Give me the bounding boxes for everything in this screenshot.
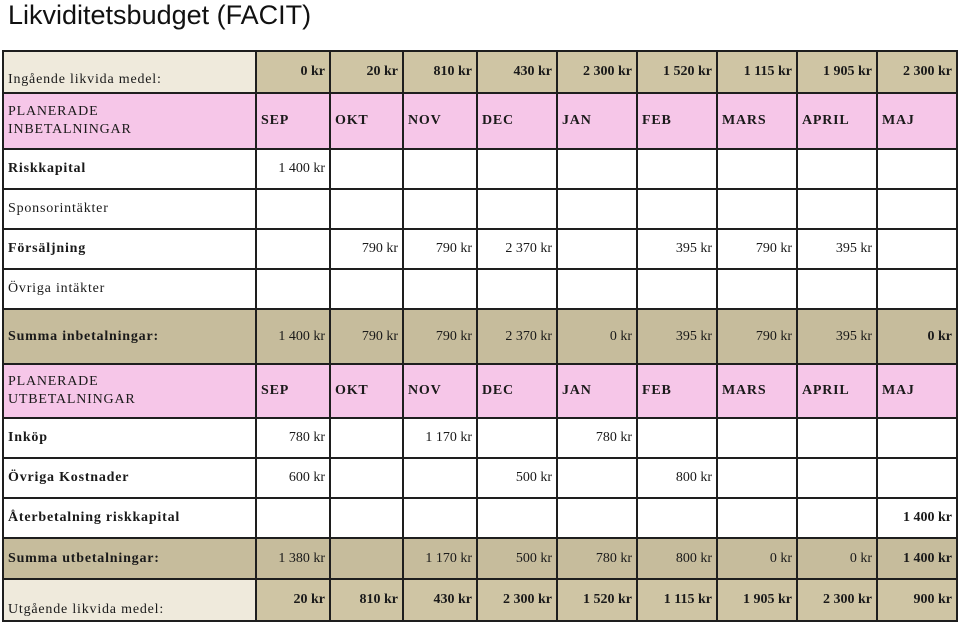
month-header: OKT: [330, 364, 403, 418]
sum-cell: 0 kr: [877, 309, 957, 364]
table-cell: [877, 189, 957, 229]
month-header: APRIL: [797, 93, 877, 149]
table-cell: [477, 149, 557, 189]
inflow-header-row: [3, 93, 957, 149]
table-cell: [877, 458, 957, 498]
table-cell: [557, 269, 637, 309]
row-label: Inköp: [3, 418, 256, 458]
table-cell: [557, 189, 637, 229]
table-cell: [797, 458, 877, 498]
closing-value: 2 300 kr: [477, 579, 557, 621]
table-cell: [877, 229, 957, 269]
table-cell: 800 kr: [637, 458, 717, 498]
table-cell: [877, 149, 957, 189]
table-cell: 790 kr: [403, 229, 477, 269]
month-header: NOV: [403, 364, 477, 418]
opening-value: 2 300 kr: [877, 51, 957, 93]
month-header: SEP: [256, 364, 330, 418]
table-row: [3, 149, 957, 189]
sum-cell: [330, 538, 403, 579]
table-cell: [256, 498, 330, 538]
table-cell: [717, 189, 797, 229]
table-cell: [637, 498, 717, 538]
table-cell: 600 kr: [256, 458, 330, 498]
table-cell: [797, 149, 877, 189]
table-cell: [557, 229, 637, 269]
closing-value: 20 kr: [256, 579, 330, 621]
table-cell: 790 kr: [330, 229, 403, 269]
table-cell: [797, 418, 877, 458]
table-cell: [403, 149, 477, 189]
sum-cell: 790 kr: [330, 309, 403, 364]
table-cell: [557, 498, 637, 538]
table-cell: [797, 269, 877, 309]
opening-balance-row: [3, 51, 957, 93]
opening-value: 810 kr: [403, 51, 477, 93]
sum-cell: 790 kr: [403, 309, 477, 364]
sum-cell: 2 370 kr: [477, 309, 557, 364]
table-cell: [797, 498, 877, 538]
table-cell: [877, 269, 957, 309]
month-header: OKT: [330, 93, 403, 149]
row-label: Riskkapital: [3, 149, 256, 189]
closing-value: 430 kr: [403, 579, 477, 621]
sum-cell: 800 kr: [637, 538, 717, 579]
table-cell: [637, 269, 717, 309]
table-cell: [877, 418, 957, 458]
month-header: MAJ: [877, 93, 957, 149]
sum-cell: 0 kr: [797, 538, 877, 579]
table-cell: [797, 189, 877, 229]
month-header: DEC: [477, 93, 557, 149]
closing-balance-row: [3, 579, 957, 621]
sum-cell: 1 170 kr: [403, 538, 477, 579]
table-cell: 780 kr: [557, 418, 637, 458]
table-cell: [403, 269, 477, 309]
outflow-header-label: PLANERADE UTBETALNINGAR: [3, 364, 256, 418]
sum-cell: 1 400 kr: [256, 309, 330, 364]
closing-balance-label: Utgående likvida medel:: [3, 579, 256, 621]
inflow-header-label: PLANERADE INBETALNINGAR: [3, 93, 256, 149]
month-header: NOV: [403, 93, 477, 149]
opening-value: 1 520 kr: [637, 51, 717, 93]
table-cell: [256, 269, 330, 309]
table-cell: [256, 229, 330, 269]
table-cell: [477, 498, 557, 538]
row-label: Övriga Kostnader: [3, 458, 256, 498]
table-cell: [637, 149, 717, 189]
table-cell: [330, 149, 403, 189]
table-cell: [330, 189, 403, 229]
table-cell: [477, 189, 557, 229]
table-cell: [330, 418, 403, 458]
closing-value: 1 905 kr: [717, 579, 797, 621]
month-header: MARS: [717, 93, 797, 149]
sum-cell: 790 kr: [717, 309, 797, 364]
table-row: [3, 458, 957, 498]
page-title: Likviditetsbudget (FACIT): [8, 0, 312, 30]
table-cell: 1 400 kr: [877, 498, 957, 538]
table-row: [3, 189, 957, 229]
row-label: Försäljning: [3, 229, 256, 269]
sum-cell: 1 400 kr: [877, 538, 957, 579]
table-cell: [557, 458, 637, 498]
table-row: [3, 269, 957, 309]
table-cell: [403, 189, 477, 229]
opening-value: 1 905 kr: [797, 51, 877, 93]
table-cell: [330, 269, 403, 309]
table-cell: [717, 149, 797, 189]
table-cell: [717, 269, 797, 309]
table-cell: [403, 498, 477, 538]
table-cell: [403, 458, 477, 498]
table-cell: [637, 418, 717, 458]
table-cell: 2 370 kr: [477, 229, 557, 269]
table-cell: [557, 149, 637, 189]
month-header: JAN: [557, 93, 637, 149]
table-cell: [477, 269, 557, 309]
table-cell: 780 kr: [256, 418, 330, 458]
opening-value: 1 115 kr: [717, 51, 797, 93]
month-header: FEB: [637, 364, 717, 418]
outflow-header-row: [3, 364, 957, 418]
closing-value: 1 115 kr: [637, 579, 717, 621]
table-cell: [717, 418, 797, 458]
table-cell: [330, 498, 403, 538]
closing-value: 900 kr: [877, 579, 957, 621]
row-label: Summa utbetalningar:: [3, 538, 256, 579]
month-header: APRIL: [797, 364, 877, 418]
sum-cell: 0 kr: [557, 309, 637, 364]
table-cell: 395 kr: [637, 229, 717, 269]
table-cell: [330, 458, 403, 498]
row-label: Summa inbetalningar:: [3, 309, 256, 364]
table-cell: 395 kr: [797, 229, 877, 269]
month-header: MARS: [717, 364, 797, 418]
table-row: [3, 498, 957, 538]
table-cell: [256, 189, 330, 229]
table-cell: [717, 498, 797, 538]
month-header: FEB: [637, 93, 717, 149]
sum-cell: 0 kr: [717, 538, 797, 579]
month-header: MAJ: [877, 364, 957, 418]
opening-value: 2 300 kr: [557, 51, 637, 93]
table-cell: [477, 418, 557, 458]
table-cell: 1 170 kr: [403, 418, 477, 458]
table-cell: 790 kr: [717, 229, 797, 269]
closing-value: 2 300 kr: [797, 579, 877, 621]
table-cell: 1 400 kr: [256, 149, 330, 189]
closing-value: 1 520 kr: [557, 579, 637, 621]
month-header: JAN: [557, 364, 637, 418]
month-header: DEC: [477, 364, 557, 418]
opening-value: 430 kr: [477, 51, 557, 93]
table-cell: [637, 189, 717, 229]
opening-value: 0 kr: [256, 51, 330, 93]
row-label: Övriga intäkter: [3, 269, 256, 309]
sum-cell: 395 kr: [637, 309, 717, 364]
row-label: Sponsorintäkter: [3, 189, 256, 229]
outflow-sum-row: [3, 538, 957, 579]
inflow-sum-row: [3, 309, 957, 364]
sum-cell: 780 kr: [557, 538, 637, 579]
table-row: [3, 229, 957, 269]
sum-cell: 395 kr: [797, 309, 877, 364]
sum-cell: 500 kr: [477, 538, 557, 579]
closing-value: 810 kr: [330, 579, 403, 621]
row-label: Återbetalning riskkapital: [3, 498, 256, 538]
opening-value: 20 kr: [330, 51, 403, 93]
table-row: [3, 418, 957, 458]
opening-balance-label: Ingående likvida medel:: [3, 51, 256, 93]
table-cell: [717, 458, 797, 498]
budget-table: [2, 50, 958, 622]
table-cell: 500 kr: [477, 458, 557, 498]
sum-cell: 1 380 kr: [256, 538, 330, 579]
month-header: SEP: [256, 93, 330, 149]
